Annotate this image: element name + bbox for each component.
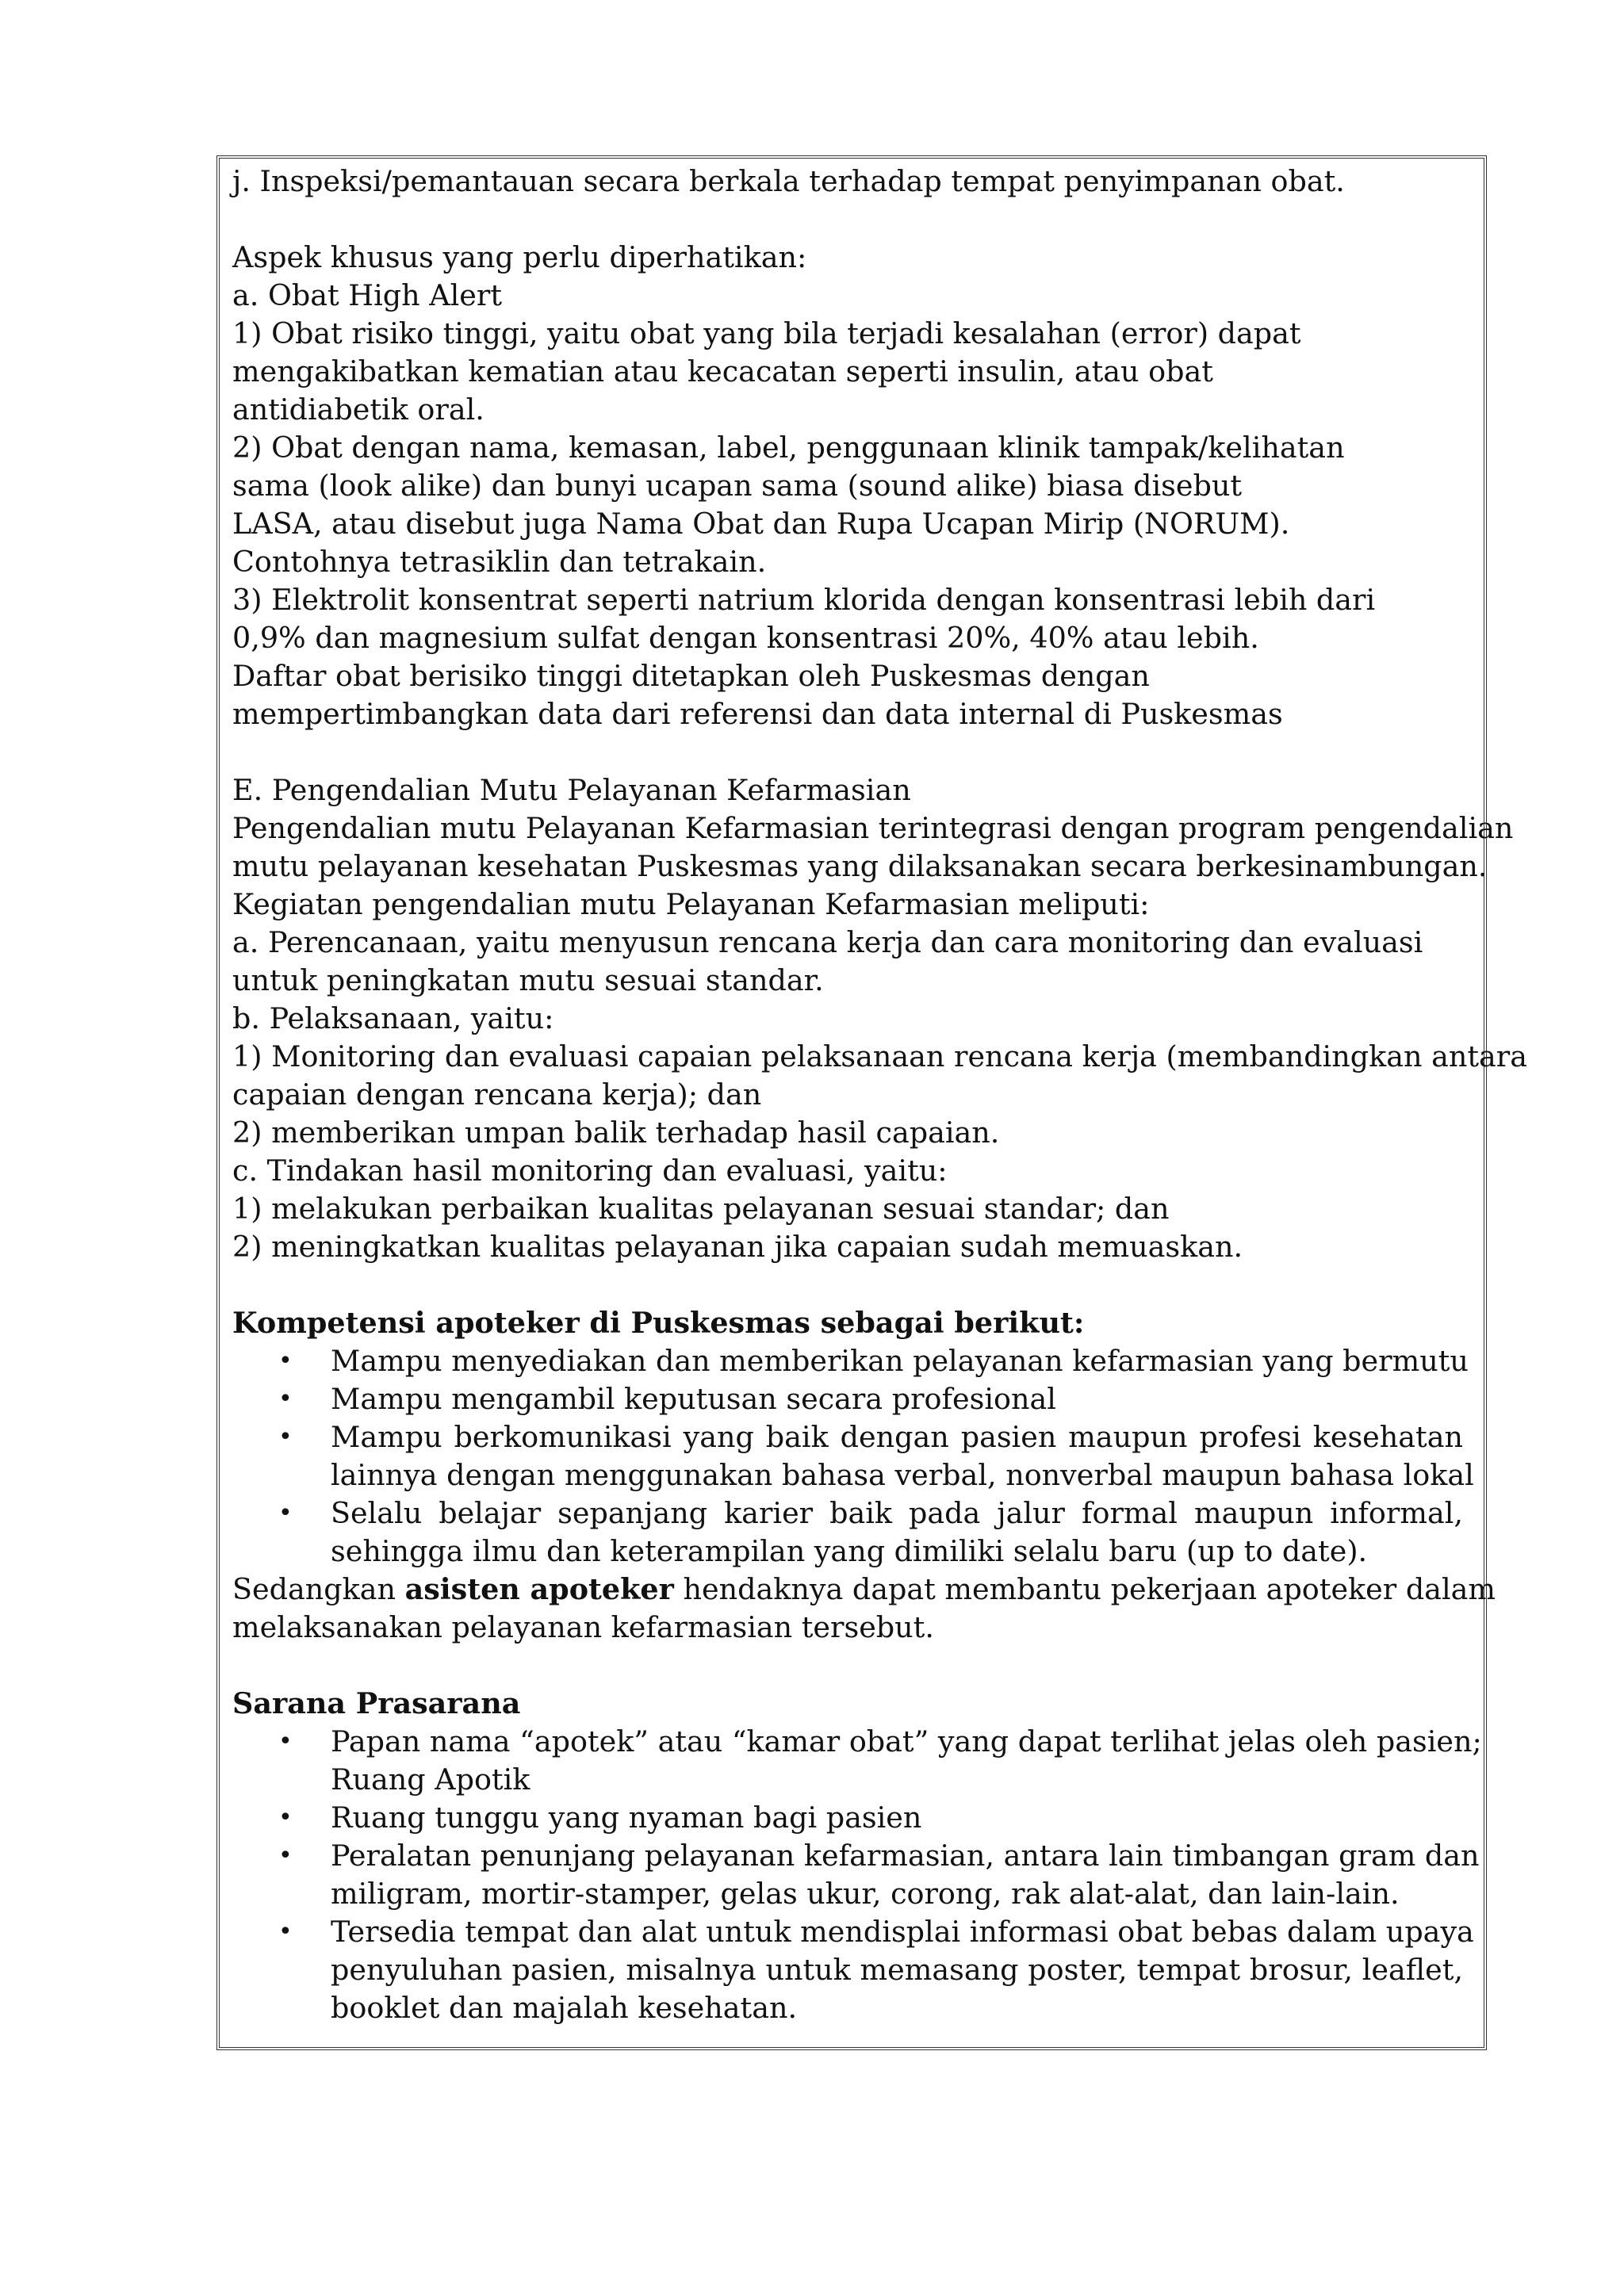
pengendalian-para-line: Pengendalian mutu Pelayanan Kefarmasian terintegrasi dengan program pengendalian <box>232 811 1514 845</box>
bullet-icon: • <box>278 1842 293 1869</box>
pengendalian-b1-line: capaian dengan rencana kerja); dan <box>232 1077 762 1112</box>
document-body <box>232 163 1528 2027</box>
pengendalian-line: 2) meningkatkan kualitas pelayanan jika capaian sudah memuaskan. <box>232 1230 1243 1264</box>
bullet-icon: • <box>278 1385 293 1413</box>
bullet-text: Mampu menyediakan dan memberikan pelayanan kefarmasian yang bermutu <box>331 1344 1469 1378</box>
aspek-line: 1) Obat risiko tinggi, yaitu obat yang bila terjadi kesalahan (error) dapat <box>232 316 1301 350</box>
sarana-bullet <box>232 1799 1463 1837</box>
pengendalian-line: c. Tindakan hasil monitoring dan evaluasi, yaitu: <box>232 1154 948 1188</box>
pengendalian-line: 2) memberikan umpan balik terhadap hasil capaian. <box>232 1115 1000 1150</box>
pengendalian-line: 1) melakukan perbaikan kualitas pelayanan sesuai standar; dan <box>232 1192 1170 1226</box>
bullet-text: booklet dan majalah kesehatan. <box>331 1991 798 2025</box>
bullet-text: miligram, mortir-stamper, gelas ukur, corong, rak alat-alat, dan lain-lain. <box>331 1877 1400 1911</box>
kompetensi-bullet <box>232 1418 1474 1494</box>
bullet-icon: • <box>278 1499 293 1527</box>
kompetensi-bullet <box>232 1342 1469 1380</box>
kompetensi-bullet <box>232 1380 1463 1418</box>
closing-rest: hendaknya dapat membantu pekerjaan apoteker dalam <box>673 1572 1496 1606</box>
bullet-text: Ruang tunggu yang nyaman bagi pasien <box>331 1800 922 1835</box>
aspek-line: LASA, atau disebut juga Nama Obat dan Rupa Ucapan Mirip (NORUM). <box>232 507 1290 541</box>
aspek-line: Daftar obat berisiko tinggi ditetapkan oleh Puskesmas dengan <box>232 659 1150 693</box>
aspek-line: mempertimbangkan data dari referensi dan data internal di Puskesmas <box>232 697 1283 731</box>
aspek-section <box>232 239 1463 733</box>
sarana-section <box>232 1685 1482 2027</box>
aspek-line: mengakibatkan kematian atau kecacatan seperti insulin, atau obat <box>232 354 1213 388</box>
kompetensi-heading: Kompetensi apoteker di Puskesmas sebagai berikut: <box>232 1306 1085 1340</box>
aspek-line: Contohnya tetrasiklin dan tetrakain. <box>232 545 767 579</box>
aspek-heading: Aspek khusus yang perlu diperhatikan: <box>232 240 807 274</box>
spacer <box>232 1266 1463 1304</box>
aspek-line: sama (look alike) dan bunyi ucapan sama (sound alike) biasa disebut <box>232 469 1243 503</box>
bullet-text: Selalu belajar sepanjang karier baik pada jalur formal maupun informal, <box>331 1496 1463 1530</box>
bullet-icon: • <box>278 1347 293 1375</box>
aspek-line: 3) Elektrolit konsentrat seperti natrium klorida dengan konsentrasi lebih dari <box>232 583 1376 617</box>
bullet-text: Ruang Apotik <box>331 1762 530 1797</box>
aspek-line: 2) Obat dengan nama, kemasan, label, penggunaan klinik tampak/kelihatan <box>232 430 1345 465</box>
bullet-icon: • <box>278 1728 293 1755</box>
bullet-text: sehingga ilmu dan keterampilan yang dimiliki selalu baru (up to date). <box>331 1534 1368 1568</box>
sarana-bullet <box>232 1723 1482 1799</box>
bullet-text: Mampu berkomunikasi yang baik dengan pasien maupun profesi kesehatan <box>331 1420 1463 1454</box>
item-j: j. Inspeksi/pemantauan secara berkala terhadap tempat penyimpanan obat. <box>232 164 1345 198</box>
aspek-sub-a: a. Obat High Alert <box>232 278 503 312</box>
pengendalian-section <box>232 771 1528 1266</box>
bullet-icon: • <box>278 1804 293 1831</box>
pengendalian-b1-line: 1) Monitoring dan evaluasi capaian pelaksanaan rencana kerja (membandingkan antara <box>232 1039 1528 1073</box>
bullet-text: Papan nama “apotek” atau “kamar obat” yang dapat terlihat jelas oleh pasien; <box>331 1724 1482 1758</box>
pengendalian-line: a. Perencanaan, yaitu menyusun rencana kerja dan cara monitoring dan evaluasi <box>232 925 1423 959</box>
sarana-bullet <box>232 1837 1480 1913</box>
spacer <box>232 733 1463 771</box>
sarana-bullet <box>232 1913 1474 2027</box>
kompetensi-bullet <box>232 1494 1463 1571</box>
pengendalian-line: untuk peningkatan mutu sesuai standar. <box>232 963 824 997</box>
bullet-text: Tersedia tempat dan alat untuk mendisplai informasi obat bebas dalam upaya <box>331 1915 1474 1949</box>
bullet-icon: • <box>278 1918 293 1946</box>
bullet-icon: • <box>278 1423 293 1451</box>
pengendalian-line: b. Pelaksanaan, yaitu: <box>232 1001 554 1035</box>
bullet-text: penyuluhan pasien, misalnya untuk memasang poster, tempat brosur, leaflet, <box>331 1953 1463 1987</box>
bullet-text: lainnya dengan menggunakan bahasa verbal, nonverbal maupun bahasa lokal <box>331 1458 1474 1492</box>
pengendalian-line: Kegiatan pengendalian mutu Pelayanan Kefarmasian meliputi: <box>232 887 1150 921</box>
pengendalian-para-line: mutu pelayanan kesehatan Puskesmas yang dilaksanakan secara berkesinambungan. <box>232 849 1488 883</box>
bullet-text: Peralatan penunjang pelayanan kefarmasian, antara lain timbangan gram dan <box>331 1839 1480 1873</box>
kompetensi-closing-line2: melaksanakan pelayanan kefarmasian tersebut. <box>232 1610 934 1644</box>
bullet-text: Mampu mengambil keputusan secara profesional <box>331 1382 1056 1416</box>
closing-bold: asisten apoteker <box>404 1572 674 1606</box>
spacer <box>232 1647 1463 1685</box>
aspek-line: antidiabetik oral. <box>232 392 485 427</box>
closing-prefix: Sedangkan <box>232 1572 405 1606</box>
pengendalian-heading: E. Pengendalian Mutu Pelayanan Kefarmasian <box>232 773 911 807</box>
kompetensi-section <box>232 1304 1496 1647</box>
spacer <box>232 201 1463 239</box>
sarana-heading: Sarana Prasarana <box>232 1686 521 1720</box>
aspek-line: 0,9% dan magnesium sulfat dengan konsentrasi 20%, 40% atau lebih. <box>232 621 1259 655</box>
kompetensi-closing <box>232 1571 1496 1609</box>
